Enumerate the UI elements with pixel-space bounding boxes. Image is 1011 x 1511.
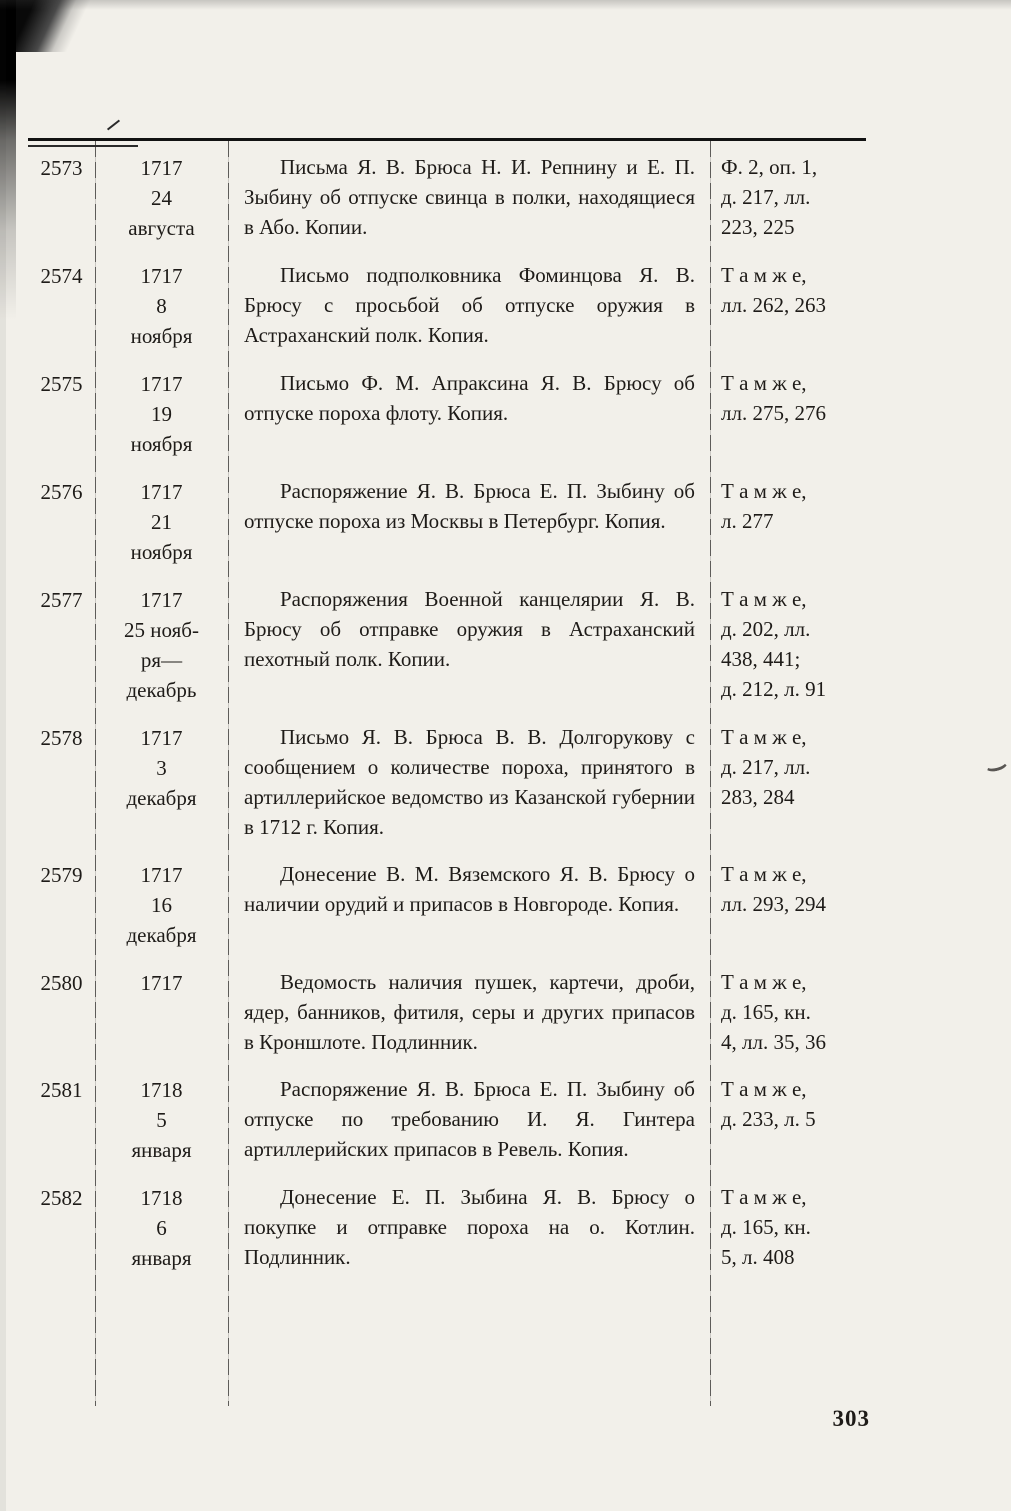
reference-line: Т а м ж е, bbox=[721, 263, 807, 287]
entry-number: 2580 bbox=[40, 971, 83, 995]
reference-line: д. 217, лл. bbox=[721, 755, 811, 779]
entry-reference bbox=[710, 476, 866, 567]
reference-line: д. 202, лл. bbox=[721, 617, 811, 641]
entry-description: Распоряжение Я. В. Брюса Е. П. Зыбину об отпуске по требованию И. Я. Гинтера артиллерийских припасов в Ревель. Копия. bbox=[244, 1077, 695, 1161]
entry-reference bbox=[710, 967, 866, 1057]
top-rule bbox=[28, 138, 866, 141]
entry-reference bbox=[710, 1074, 866, 1165]
reference-line: 5, л. 408 bbox=[721, 1245, 795, 1269]
scan-edge-faint bbox=[0, 0, 6, 1511]
entry-description: Донесение В. М. Вяземского Я. В. Брюсу о наличии орудий и припасов в Новгороде. Копия. bbox=[244, 862, 695, 916]
entry-date bbox=[95, 967, 228, 1057]
reference-line: Т а м ж е, bbox=[721, 371, 807, 395]
date-line: 8 bbox=[156, 294, 167, 318]
date-line: 1717 bbox=[140, 372, 183, 396]
entry-description: Письмо подполковника Фоминцова Я. В. Брюсу с просьбой об отпуске оружия в Астраханский полк. Копия. bbox=[244, 263, 695, 347]
entry-date bbox=[95, 722, 228, 842]
date-line: 5 bbox=[156, 1108, 167, 1132]
entry-reference bbox=[710, 152, 866, 243]
date-line: 19 bbox=[151, 402, 172, 426]
entry-date bbox=[95, 152, 228, 243]
reference-line: 438, 441; bbox=[721, 647, 801, 671]
reference-line: д. 165, кн. bbox=[721, 1215, 811, 1239]
date-line: 1717 bbox=[140, 588, 183, 612]
entry-description: Письмо Ф. М. Апраксина Я. В. Брюсу об отпуске пороха флоту. Копия. bbox=[244, 371, 695, 425]
date-line: декабря bbox=[126, 923, 197, 947]
reference-line: Т а м ж е, bbox=[721, 862, 807, 886]
entry-number: 2582 bbox=[40, 1186, 83, 1210]
top-rule-tick-mark bbox=[107, 120, 120, 131]
table-row bbox=[28, 368, 866, 459]
date-line: 1717 bbox=[140, 863, 183, 887]
scan-ink-artifact bbox=[983, 754, 1010, 773]
entry-description: Письма Я. В. Брюса Н. И. Репнину и Е. П. Зыбину об отпуске свинца в полки, находящиеся в Або. Копии. bbox=[244, 155, 695, 239]
table-row bbox=[28, 584, 866, 705]
date-line: января bbox=[131, 1246, 192, 1270]
date-line: ноября bbox=[130, 432, 193, 456]
entry-number: 2579 bbox=[40, 863, 83, 887]
reference-line: Т а м ж е, bbox=[721, 1185, 807, 1209]
reference-line: Т а м ж е, bbox=[721, 587, 807, 611]
entry-date bbox=[95, 859, 228, 950]
entry-reference bbox=[710, 1182, 866, 1273]
date-line: 24 bbox=[151, 186, 172, 210]
reference-line: д. 217, лл. bbox=[721, 185, 811, 209]
entry-number: 2578 bbox=[40, 726, 83, 750]
reference-line: Т а м ж е, bbox=[721, 725, 807, 749]
date-line: 3 bbox=[156, 756, 167, 780]
top-rule-secondary bbox=[28, 145, 138, 147]
table-row bbox=[28, 1182, 866, 1273]
date-line: января bbox=[131, 1138, 192, 1162]
table-row bbox=[28, 859, 866, 950]
entry-number: 2577 bbox=[40, 588, 83, 612]
entry-number: 2575 bbox=[40, 372, 83, 396]
entry-number: 2574 bbox=[40, 264, 83, 288]
reference-line: лл. 293, 294 bbox=[721, 892, 826, 916]
entry-description: Распоряжение Я. В. Брюса Е. П. Зыбину об отпуске пороха из Москвы в Петербург. Копия. bbox=[244, 479, 695, 533]
date-line: ря— bbox=[140, 648, 183, 672]
entry-description: Ведомость наличия пушек, картечи, дроби, ядер, банников, фитиля, серы и других припасов в Кроншлоте. Подлинник. bbox=[244, 970, 695, 1054]
entry-date bbox=[95, 584, 228, 705]
date-line: августа bbox=[128, 216, 195, 240]
scan-top-shade bbox=[0, 0, 1011, 10]
entry-reference bbox=[710, 722, 866, 842]
table-row bbox=[28, 152, 866, 243]
table-row bbox=[28, 476, 866, 567]
reference-line: 4, лл. 35, 36 bbox=[721, 1030, 826, 1054]
date-line: ноября bbox=[130, 540, 193, 564]
date-line: 25 нояб- bbox=[124, 618, 199, 642]
reference-line: д. 212, л. 91 bbox=[721, 677, 827, 701]
table-row bbox=[28, 1074, 866, 1165]
date-line: декабрь bbox=[126, 678, 197, 702]
table-row bbox=[28, 967, 866, 1057]
reference-line: 283, 284 bbox=[721, 785, 795, 809]
entry-reference bbox=[710, 859, 866, 950]
entry-description: Распоряжения Военной канцелярии Я. В. Брюсу об отправке оружия в Астраханский пехотный полк. Копии. bbox=[244, 587, 695, 671]
reference-line: Ф. 2, оп. 1, bbox=[721, 155, 818, 179]
date-line: 1717 bbox=[140, 971, 183, 995]
date-line: 6 bbox=[156, 1216, 167, 1240]
entry-date bbox=[95, 368, 228, 459]
reference-line: л. 277 bbox=[721, 509, 774, 533]
reference-line: д. 165, кн. bbox=[721, 1000, 811, 1024]
entry-number: 2576 bbox=[40, 480, 83, 504]
entry-description: Письмо Я. В. Брюса В. В. Долгорукову с сообщением о количестве пороха, принятого в артиллерийское ведомство из Казанской губернии в 1712 г. Копия. bbox=[244, 725, 695, 839]
reference-line: 223, 225 bbox=[721, 215, 795, 239]
reference-line: Т а м ж е, bbox=[721, 1077, 807, 1101]
table-row bbox=[28, 260, 866, 351]
date-line: 1718 bbox=[140, 1078, 183, 1102]
date-line: декабря bbox=[126, 786, 197, 810]
reference-line: Т а м ж е, bbox=[721, 970, 807, 994]
entry-reference bbox=[710, 368, 866, 459]
date-line: ноября bbox=[130, 324, 193, 348]
reference-line: лл. 275, 276 bbox=[721, 401, 826, 425]
entry-reference bbox=[710, 260, 866, 351]
reference-line: Т а м ж е, bbox=[721, 479, 807, 503]
entry-reference bbox=[710, 584, 866, 705]
date-line: 1717 bbox=[140, 264, 183, 288]
reference-line: лл. 262, 263 bbox=[721, 293, 826, 317]
date-line: 1717 bbox=[140, 156, 183, 180]
date-line: 1718 bbox=[140, 1186, 183, 1210]
date-line: 21 bbox=[151, 510, 172, 534]
entry-number: 2581 bbox=[40, 1078, 83, 1102]
table-row bbox=[28, 722, 866, 842]
date-line: 1717 bbox=[140, 726, 183, 750]
catalog-table bbox=[28, 152, 866, 1290]
page-number: 303 bbox=[832, 1406, 870, 1431]
entry-description: Донесение Е. П. Зыбина Я. В. Брюсу о покупке и отправке пороха на о. Котлин. Подлинник. bbox=[244, 1185, 695, 1269]
entry-date bbox=[95, 1182, 228, 1273]
date-line: 1717 bbox=[140, 480, 183, 504]
entry-date bbox=[95, 1074, 228, 1165]
reference-line: д. 233, л. 5 bbox=[721, 1107, 816, 1131]
date-line: 16 bbox=[151, 893, 172, 917]
entry-number: 2573 bbox=[40, 156, 83, 180]
entry-date bbox=[95, 260, 228, 351]
entry-date bbox=[95, 476, 228, 567]
